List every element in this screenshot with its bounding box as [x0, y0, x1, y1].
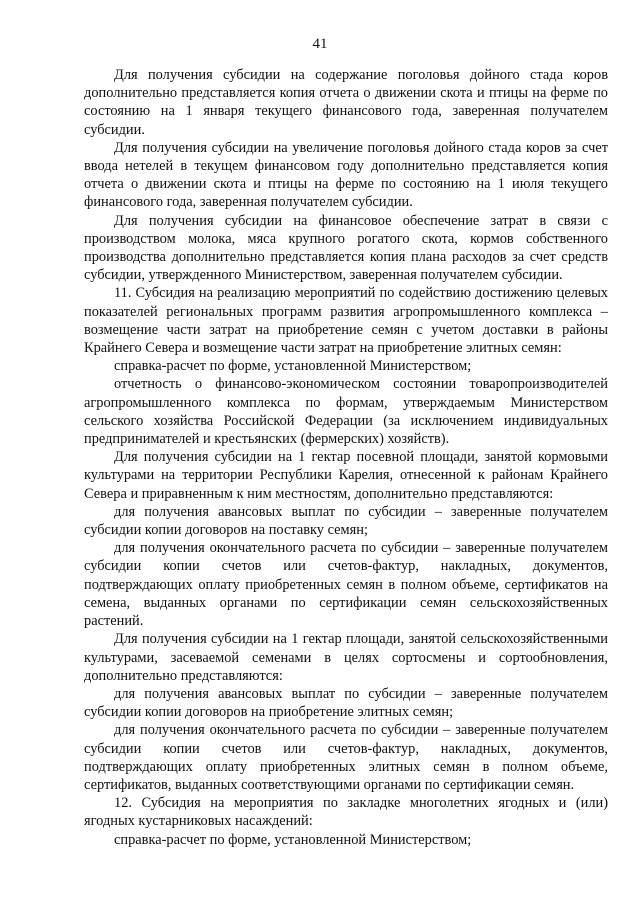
paragraph-dairy-herd-increase: Для получения субсидии на увеличение поголовья дойного стада коров за счет ввода нетелей в текущем финансовом году дополнительно представляется копия отчета о движении скота и птицы на ферме по состоянию на 1 июля текущего финансового года, заверенная получателем субсидии. [84, 139, 608, 211]
paragraph-section-11: 11. Субсидия на реализацию мероприятий по содействию достижению целевых показателей региональных программ развития агропромышленного комплекса – возмещение части затрат на приобретение семян с учетом доставки в районы Крайнего Севера и возмещение части затрат на приобретение элитных семян: [84, 285, 608, 357]
paragraph-forage-hectare: Для получения субсидии на 1 гектар посевной площади, занятой кормовыми культурами на территории Республики Карелия, отнесенной к районам Крайнего Севера и приравненным к ним местностям, дополнительно представляются: [84, 449, 608, 502]
paragraph-financial-reporting: отчетность о финансово-экономическом состоянии товаропроизводителей агропромышленного комплекса по формам, утверждаемым Министерством сельского хозяйства Российской Федерации (за исключением индивидуальных предпринимателей и крестьянских (фермерских) хозяйств). [84, 376, 608, 448]
paragraph-calculation-form-2: справка-расчет по форме, установленной Министерством; [114, 831, 472, 848]
paragraph-variety-renewal: Для получения субсидии на 1 гектар площади, занятой сельскохозяйственными культурами, засеваемой семенами в целях сортосмены и сортообновления, дополнительно представляются: [84, 631, 608, 684]
paragraph-final-settlement-seeds: для получения окончательного расчета по субсидии – заверенные получателем субсидии копии счетов или счетов-фактур, накладных, документов, подтверждающих оплату приобретенных семян в полном объеме, сертификатов на семена, выданных органами по сертификации семян сельскохозяйственных растений. [84, 540, 608, 630]
paragraph-advance-payments-supply: для получения авансовых выплат по субсидии – заверенные получателем субсидии копии договоров на поставку семян; [84, 503, 608, 539]
page-number: 41 [312, 36, 328, 52]
paragraph-dairy-herd-maintenance: Для получения субсидии на содержание поголовья дойного стада коров дополнительно представляется копия отчета о движении скота и птицы на ферме по состоянию на 1 января текущего финансового года, заверенная получателем субсидии. [84, 67, 608, 138]
paragraph-final-settlement-elite: для получения окончательного расчета по субсидии – заверенные получателем субсидии копии счетов или счетов-фактур, накладных, документов, подтверждающих оплату приобретенных элитных семян в полном объеме, сертификатов, выданных соответствующими органами по сертификации семян. [84, 722, 608, 793]
paragraph-advance-payments-elite: для получения авансовых выплат по субсидии – заверенные получателем субсидии копии договоров на приобретение элитных семян; [84, 685, 608, 721]
paragraph-calculation-form: справка-расчет по форме, установленной Министерством; [114, 358, 472, 375]
document-body [84, 66, 608, 849]
paragraph-section-12: 12. Субсидия на мероприятия по закладке многолетних ягодных и (или) ягодных кустарниковых насаждений: [84, 795, 608, 830]
paragraph-production-costs: Для получения субсидии на финансовое обеспечение затрат в связи с производством молока, мяса крупного рогатого скота, кормов собственного производства дополнительно представляется копия плана расходов за счет средств субсидии, утвержденного Министерством, заверенная получателем субсидии. [84, 212, 608, 284]
